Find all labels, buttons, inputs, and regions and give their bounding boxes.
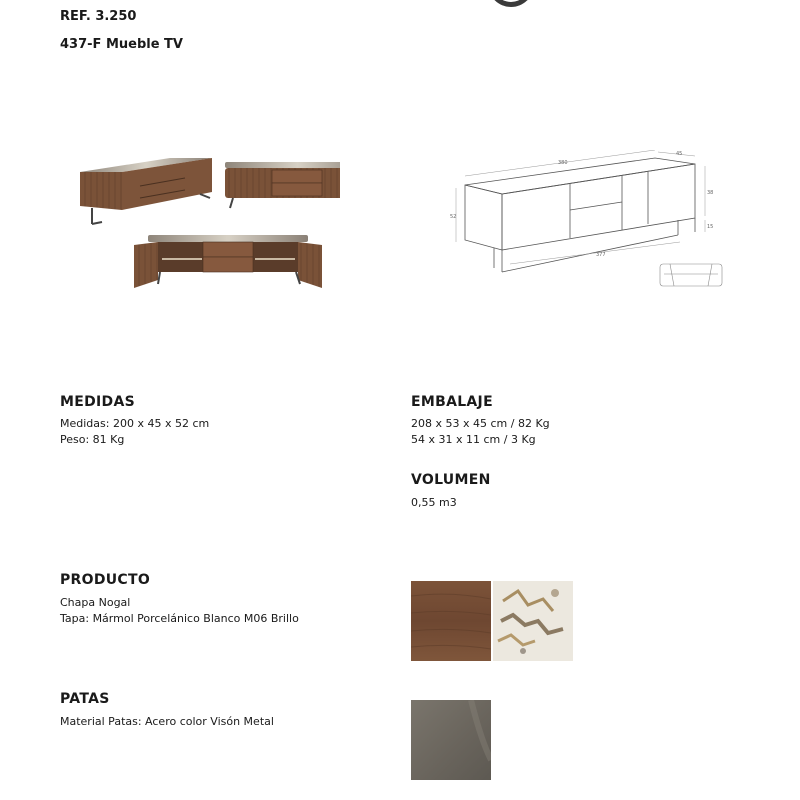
product-photos xyxy=(70,150,340,300)
producto-heading: PRODUCTO xyxy=(60,572,151,588)
side-detail xyxy=(660,264,722,286)
marble-swatch xyxy=(493,581,573,661)
embalaje-heading: EMBALAJE xyxy=(411,394,493,410)
dim-depth: 45 xyxy=(676,151,683,157)
photo-cabinet-angled xyxy=(80,158,212,224)
producto-veneer: Chapa Nogal xyxy=(60,596,131,609)
technical-drawing xyxy=(450,150,730,295)
product-name: 437-F Mueble TV xyxy=(60,37,183,52)
patas-heading: PATAS xyxy=(60,691,110,707)
dim-drawer: 38 xyxy=(707,190,714,196)
photo-cabinet-open xyxy=(134,235,322,288)
dim-leg: 15 xyxy=(707,224,714,230)
embalaje-line-2: 54 x 31 x 11 cm / 3 Kg xyxy=(411,433,536,446)
volumen-value: 0,55 m3 xyxy=(411,496,457,509)
dim-bottom: 377 xyxy=(596,252,606,258)
dim-height: 52 xyxy=(450,214,457,220)
embalaje-line-1: 208 x 53 x 45 cm / 82 Kg xyxy=(411,417,550,430)
leg-metal-swatch xyxy=(411,700,491,780)
volumen-heading: VOLUMEN xyxy=(411,472,491,488)
dim-length: 380 xyxy=(558,160,568,166)
walnut-swatch xyxy=(411,581,491,661)
medidas-dimensions: Medidas: 200 x 45 x 52 cm xyxy=(60,417,210,430)
medidas-heading: MEDIDAS xyxy=(60,394,135,410)
patas-material: Material Patas: Acero color Visón Metal xyxy=(60,715,274,728)
producto-top: Tapa: Mármol Porcelánico Blanco M06 Brillo xyxy=(60,612,299,625)
photo-cabinet-front xyxy=(225,162,340,208)
product-reference: REF. 3.250 xyxy=(60,9,137,24)
medidas-weight: Peso: 81 Kg xyxy=(60,433,125,446)
logo-arc xyxy=(488,0,534,7)
